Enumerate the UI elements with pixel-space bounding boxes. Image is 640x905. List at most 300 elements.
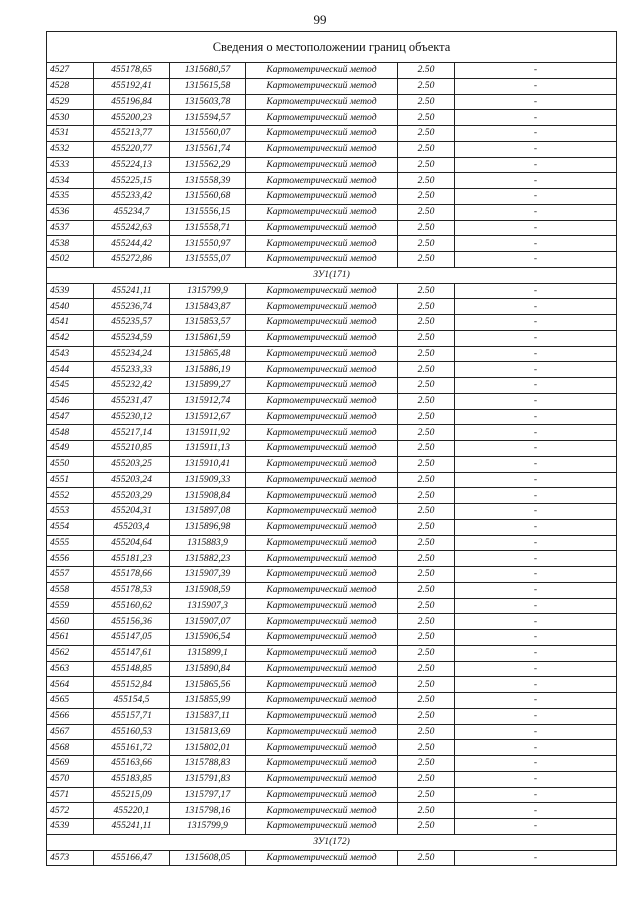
method-cell: Картометрический метод bbox=[246, 456, 398, 472]
accuracy-cell: 2.50 bbox=[398, 614, 455, 630]
table-row bbox=[47, 582, 617, 598]
point-number-cell: 4560 bbox=[47, 614, 94, 630]
method-cell: Картометрический метод bbox=[246, 110, 398, 126]
table-row bbox=[47, 94, 617, 110]
point-number-cell: 4543 bbox=[47, 346, 94, 362]
y-coordinate-cell: 1315558,71 bbox=[170, 220, 246, 236]
point-number-cell: 4563 bbox=[47, 661, 94, 677]
accuracy-cell: 2.50 bbox=[398, 189, 455, 205]
accuracy-cell: 2.50 bbox=[398, 362, 455, 378]
point-number-cell: 4562 bbox=[47, 645, 94, 661]
point-number-cell: 4554 bbox=[47, 519, 94, 535]
method-cell: Картометрический метод bbox=[246, 645, 398, 661]
y-coordinate-cell: 1315883,9 bbox=[170, 535, 246, 551]
accuracy-cell: 2.50 bbox=[398, 425, 455, 441]
point-number-cell: 4556 bbox=[47, 551, 94, 567]
x-coordinate-cell: 455178,65 bbox=[94, 63, 170, 79]
method-cell: Картометрический метод bbox=[246, 740, 398, 756]
accuracy-cell: 2.50 bbox=[398, 236, 455, 252]
description-cell: - bbox=[455, 126, 617, 142]
description-cell: - bbox=[455, 693, 617, 709]
description-cell: - bbox=[455, 708, 617, 724]
description-cell: - bbox=[455, 456, 617, 472]
accuracy-cell: 2.50 bbox=[398, 141, 455, 157]
x-coordinate-cell: 455241,11 bbox=[94, 819, 170, 835]
table-row bbox=[47, 693, 617, 709]
table-row bbox=[47, 126, 617, 142]
description-cell: - bbox=[455, 661, 617, 677]
description-cell: - bbox=[455, 441, 617, 457]
accuracy-cell: 2.50 bbox=[398, 677, 455, 693]
table-row bbox=[47, 283, 617, 299]
accuracy-cell: 2.50 bbox=[398, 456, 455, 472]
description-cell: - bbox=[455, 236, 617, 252]
table-row bbox=[47, 456, 617, 472]
y-coordinate-cell: 1315798,16 bbox=[170, 803, 246, 819]
method-cell: Картометрический метод bbox=[246, 567, 398, 583]
method-cell: Картометрический метод bbox=[246, 519, 398, 535]
description-cell: - bbox=[455, 472, 617, 488]
accuracy-cell: 2.50 bbox=[398, 110, 455, 126]
point-number-cell: 4532 bbox=[47, 141, 94, 157]
point-number-cell: 4538 bbox=[47, 236, 94, 252]
y-coordinate-cell: 1315896,98 bbox=[170, 519, 246, 535]
table-row bbox=[47, 409, 617, 425]
method-cell: Картометрический метод bbox=[246, 677, 398, 693]
x-coordinate-cell: 455225,15 bbox=[94, 173, 170, 189]
table-row bbox=[47, 504, 617, 520]
x-coordinate-cell: 455234,59 bbox=[94, 330, 170, 346]
point-number-cell: 4565 bbox=[47, 693, 94, 709]
x-coordinate-cell: 455233,33 bbox=[94, 362, 170, 378]
x-coordinate-cell: 455213,77 bbox=[94, 126, 170, 142]
table-row bbox=[47, 819, 617, 835]
method-cell: Картометрический метод bbox=[246, 630, 398, 646]
x-coordinate-cell: 455183,85 bbox=[94, 771, 170, 787]
y-coordinate-cell: 1315865,56 bbox=[170, 677, 246, 693]
table-row bbox=[47, 63, 617, 79]
table-body bbox=[47, 32, 617, 866]
accuracy-cell: 2.50 bbox=[398, 299, 455, 315]
table-row bbox=[47, 220, 617, 236]
x-coordinate-cell: 455203,25 bbox=[94, 456, 170, 472]
table-row bbox=[47, 630, 617, 646]
accuracy-cell: 2.50 bbox=[398, 850, 455, 866]
method-cell: Картометрический метод bbox=[246, 220, 398, 236]
x-coordinate-cell: 455178,66 bbox=[94, 567, 170, 583]
accuracy-cell: 2.50 bbox=[398, 393, 455, 409]
y-coordinate-cell: 1315865,48 bbox=[170, 346, 246, 362]
y-coordinate-cell: 1315899,27 bbox=[170, 378, 246, 394]
description-cell: - bbox=[455, 850, 617, 866]
y-coordinate-cell: 1315788,83 bbox=[170, 756, 246, 772]
point-number-cell: 4573 bbox=[47, 850, 94, 866]
description-cell: - bbox=[455, 94, 617, 110]
x-coordinate-cell: 455157,71 bbox=[94, 708, 170, 724]
table-row bbox=[47, 787, 617, 803]
y-coordinate-cell: 1315853,57 bbox=[170, 315, 246, 331]
point-number-cell: 4569 bbox=[47, 756, 94, 772]
method-cell: Картометрический метод bbox=[246, 850, 398, 866]
accuracy-cell: 2.50 bbox=[398, 661, 455, 677]
accuracy-cell: 2.50 bbox=[398, 535, 455, 551]
point-number-cell: 4502 bbox=[47, 252, 94, 268]
description-cell: - bbox=[455, 740, 617, 756]
table-row bbox=[47, 425, 617, 441]
method-cell: Картометрический метод bbox=[246, 504, 398, 520]
method-cell: Картометрический метод bbox=[246, 173, 398, 189]
method-cell: Картометрический метод bbox=[246, 378, 398, 394]
description-cell: - bbox=[455, 803, 617, 819]
point-number-cell: 4552 bbox=[47, 488, 94, 504]
table-row bbox=[47, 346, 617, 362]
method-cell: Картометрический метод bbox=[246, 724, 398, 740]
y-coordinate-cell: 1315797,17 bbox=[170, 787, 246, 803]
point-number-cell: 4534 bbox=[47, 173, 94, 189]
description-cell: - bbox=[455, 173, 617, 189]
x-coordinate-cell: 455196,84 bbox=[94, 94, 170, 110]
x-coordinate-cell: 455154,5 bbox=[94, 693, 170, 709]
y-coordinate-cell: 1315890,84 bbox=[170, 661, 246, 677]
x-coordinate-cell: 455204,64 bbox=[94, 535, 170, 551]
method-cell: Картометрический метод bbox=[246, 63, 398, 79]
point-number-cell: 4550 bbox=[47, 456, 94, 472]
description-cell: - bbox=[455, 771, 617, 787]
x-coordinate-cell: 455178,53 bbox=[94, 582, 170, 598]
x-coordinate-cell: 455234,24 bbox=[94, 346, 170, 362]
table-row bbox=[47, 393, 617, 409]
table-row bbox=[47, 661, 617, 677]
table-row bbox=[47, 724, 617, 740]
method-cell: Картометрический метод bbox=[246, 362, 398, 378]
description-cell: - bbox=[455, 362, 617, 378]
table-row bbox=[47, 614, 617, 630]
y-coordinate-cell: 1315802,01 bbox=[170, 740, 246, 756]
method-cell: Картометрический метод bbox=[246, 472, 398, 488]
accuracy-cell: 2.50 bbox=[398, 409, 455, 425]
x-coordinate-cell: 455272,86 bbox=[94, 252, 170, 268]
description-cell: - bbox=[455, 519, 617, 535]
accuracy-cell: 2.50 bbox=[398, 645, 455, 661]
y-coordinate-cell: 1315813,69 bbox=[170, 724, 246, 740]
method-cell: Картометрический метод bbox=[246, 346, 398, 362]
point-number-cell: 4571 bbox=[47, 787, 94, 803]
table-row bbox=[47, 708, 617, 724]
accuracy-cell: 2.50 bbox=[398, 819, 455, 835]
description-cell: - bbox=[455, 378, 617, 394]
point-number-cell: 4535 bbox=[47, 189, 94, 205]
table-row bbox=[47, 472, 617, 488]
accuracy-cell: 2.50 bbox=[398, 551, 455, 567]
x-coordinate-cell: 455244,42 bbox=[94, 236, 170, 252]
table-header-row bbox=[47, 32, 617, 63]
description-cell: - bbox=[455, 252, 617, 268]
x-coordinate-cell: 455235,57 bbox=[94, 315, 170, 331]
y-coordinate-cell: 1315882,23 bbox=[170, 551, 246, 567]
accuracy-cell: 2.50 bbox=[398, 157, 455, 173]
x-coordinate-cell: 455233,42 bbox=[94, 189, 170, 205]
page-number: 99 bbox=[313, 12, 327, 27]
point-number-cell: 4546 bbox=[47, 393, 94, 409]
description-cell: - bbox=[455, 409, 617, 425]
accuracy-cell: 2.50 bbox=[398, 378, 455, 394]
x-coordinate-cell: 455231,47 bbox=[94, 393, 170, 409]
accuracy-cell: 2.50 bbox=[398, 488, 455, 504]
point-number-cell: 4539 bbox=[47, 283, 94, 299]
method-cell: Картометрический метод bbox=[246, 819, 398, 835]
description-cell: - bbox=[455, 724, 617, 740]
point-number-cell: 4555 bbox=[47, 535, 94, 551]
point-number-cell: 4557 bbox=[47, 567, 94, 583]
method-cell: Картометрический метод bbox=[246, 330, 398, 346]
method-cell: Картометрический метод bbox=[246, 299, 398, 315]
description-cell: - bbox=[455, 299, 617, 315]
section-row bbox=[47, 834, 617, 850]
method-cell: Картометрический метод bbox=[246, 488, 398, 504]
boundary-table bbox=[46, 31, 617, 866]
table-row bbox=[47, 535, 617, 551]
x-coordinate-cell: 455220,77 bbox=[94, 141, 170, 157]
x-coordinate-cell: 455232,42 bbox=[94, 378, 170, 394]
x-coordinate-cell: 455200,23 bbox=[94, 110, 170, 126]
point-number-cell: 4533 bbox=[47, 157, 94, 173]
y-coordinate-cell: 1315837,11 bbox=[170, 708, 246, 724]
x-coordinate-cell: 455217,14 bbox=[94, 425, 170, 441]
description-cell: - bbox=[455, 819, 617, 835]
description-cell: - bbox=[455, 425, 617, 441]
description-cell: - bbox=[455, 567, 617, 583]
method-cell: Картометрический метод bbox=[246, 771, 398, 787]
table-row bbox=[47, 645, 617, 661]
y-coordinate-cell: 1315555,07 bbox=[170, 252, 246, 268]
point-number-cell: 4530 bbox=[47, 110, 94, 126]
section-label: ЗУ1(171) bbox=[47, 267, 617, 283]
y-coordinate-cell: 1315861,59 bbox=[170, 330, 246, 346]
y-coordinate-cell: 1315899,1 bbox=[170, 645, 246, 661]
point-number-cell: 4529 bbox=[47, 94, 94, 110]
table-row bbox=[47, 157, 617, 173]
description-cell: - bbox=[455, 756, 617, 772]
y-coordinate-cell: 1315907,07 bbox=[170, 614, 246, 630]
point-number-cell: 4548 bbox=[47, 425, 94, 441]
y-coordinate-cell: 1315911,92 bbox=[170, 425, 246, 441]
accuracy-cell: 2.50 bbox=[398, 582, 455, 598]
x-coordinate-cell: 455215,09 bbox=[94, 787, 170, 803]
accuracy-cell: 2.50 bbox=[398, 63, 455, 79]
table-row bbox=[47, 315, 617, 331]
table-row bbox=[47, 598, 617, 614]
table-row bbox=[47, 567, 617, 583]
point-number-cell: 4540 bbox=[47, 299, 94, 315]
point-number-cell: 4537 bbox=[47, 220, 94, 236]
method-cell: Картометрический метод bbox=[246, 441, 398, 457]
table-row bbox=[47, 236, 617, 252]
x-coordinate-cell: 455147,05 bbox=[94, 630, 170, 646]
table-row bbox=[47, 204, 617, 220]
accuracy-cell: 2.50 bbox=[398, 441, 455, 457]
description-cell: - bbox=[455, 63, 617, 79]
description-cell: - bbox=[455, 283, 617, 299]
table-row bbox=[47, 110, 617, 126]
y-coordinate-cell: 1315908,84 bbox=[170, 488, 246, 504]
accuracy-cell: 2.50 bbox=[398, 126, 455, 142]
x-coordinate-cell: 455224,13 bbox=[94, 157, 170, 173]
accuracy-cell: 2.50 bbox=[398, 756, 455, 772]
table-row bbox=[47, 378, 617, 394]
point-number-cell: 4567 bbox=[47, 724, 94, 740]
y-coordinate-cell: 1315886,19 bbox=[170, 362, 246, 378]
description-cell: - bbox=[455, 582, 617, 598]
y-coordinate-cell: 1315550,97 bbox=[170, 236, 246, 252]
x-coordinate-cell: 455203,29 bbox=[94, 488, 170, 504]
description-cell: - bbox=[455, 787, 617, 803]
y-coordinate-cell: 1315907,39 bbox=[170, 567, 246, 583]
x-coordinate-cell: 455152,84 bbox=[94, 677, 170, 693]
method-cell: Картометрический метод bbox=[246, 409, 398, 425]
accuracy-cell: 2.50 bbox=[398, 220, 455, 236]
table-row bbox=[47, 78, 617, 94]
table-row bbox=[47, 252, 617, 268]
y-coordinate-cell: 1315912,67 bbox=[170, 409, 246, 425]
point-number-cell: 4544 bbox=[47, 362, 94, 378]
description-cell: - bbox=[455, 157, 617, 173]
point-number-cell: 4572 bbox=[47, 803, 94, 819]
method-cell: Картометрический метод bbox=[246, 157, 398, 173]
accuracy-cell: 2.50 bbox=[398, 78, 455, 94]
description-cell: - bbox=[455, 504, 617, 520]
description-cell: - bbox=[455, 630, 617, 646]
table-row bbox=[47, 771, 617, 787]
y-coordinate-cell: 1315560,07 bbox=[170, 126, 246, 142]
description-cell: - bbox=[455, 488, 617, 504]
point-number-cell: 4531 bbox=[47, 126, 94, 142]
y-coordinate-cell: 1315907,3 bbox=[170, 598, 246, 614]
x-coordinate-cell: 455166,47 bbox=[94, 850, 170, 866]
method-cell: Картометрический метод bbox=[246, 803, 398, 819]
y-coordinate-cell: 1315791,83 bbox=[170, 771, 246, 787]
y-coordinate-cell: 1315912,74 bbox=[170, 393, 246, 409]
accuracy-cell: 2.50 bbox=[398, 346, 455, 362]
method-cell: Картометрический метод bbox=[246, 614, 398, 630]
accuracy-cell: 2.50 bbox=[398, 630, 455, 646]
y-coordinate-cell: 1315608,05 bbox=[170, 850, 246, 866]
x-coordinate-cell: 455161,72 bbox=[94, 740, 170, 756]
method-cell: Картометрический метод bbox=[246, 661, 398, 677]
y-coordinate-cell: 1315911,13 bbox=[170, 441, 246, 457]
table-row bbox=[47, 362, 617, 378]
y-coordinate-cell: 1315594,57 bbox=[170, 110, 246, 126]
x-coordinate-cell: 455156,36 bbox=[94, 614, 170, 630]
description-cell: - bbox=[455, 346, 617, 362]
method-cell: Картометрический метод bbox=[246, 393, 398, 409]
y-coordinate-cell: 1315680,57 bbox=[170, 63, 246, 79]
method-cell: Картометрический метод bbox=[246, 252, 398, 268]
point-number-cell: 4566 bbox=[47, 708, 94, 724]
table-header: Сведения о местоположении границ объекта bbox=[47, 32, 617, 63]
method-cell: Картометрический метод bbox=[246, 189, 398, 205]
accuracy-cell: 2.50 bbox=[398, 315, 455, 331]
y-coordinate-cell: 1315909,33 bbox=[170, 472, 246, 488]
method-cell: Картометрический метод bbox=[246, 425, 398, 441]
point-number-cell: 4559 bbox=[47, 598, 94, 614]
accuracy-cell: 2.50 bbox=[398, 771, 455, 787]
description-cell: - bbox=[455, 598, 617, 614]
x-coordinate-cell: 455230,12 bbox=[94, 409, 170, 425]
accuracy-cell: 2.50 bbox=[398, 803, 455, 819]
x-coordinate-cell: 455210,85 bbox=[94, 441, 170, 457]
table-row bbox=[47, 299, 617, 315]
x-coordinate-cell: 455241,11 bbox=[94, 283, 170, 299]
x-coordinate-cell: 455242,63 bbox=[94, 220, 170, 236]
point-number-cell: 4564 bbox=[47, 677, 94, 693]
accuracy-cell: 2.50 bbox=[398, 693, 455, 709]
description-cell: - bbox=[455, 141, 617, 157]
point-number-cell: 4570 bbox=[47, 771, 94, 787]
method-cell: Картометрический метод bbox=[246, 598, 398, 614]
accuracy-cell: 2.50 bbox=[398, 519, 455, 535]
point-number-cell: 4527 bbox=[47, 63, 94, 79]
x-coordinate-cell: 455192,41 bbox=[94, 78, 170, 94]
accuracy-cell: 2.50 bbox=[398, 740, 455, 756]
method-cell: Картометрический метод bbox=[246, 236, 398, 252]
y-coordinate-cell: 1315562,29 bbox=[170, 157, 246, 173]
accuracy-cell: 2.50 bbox=[398, 173, 455, 189]
table-row bbox=[47, 850, 617, 866]
description-cell: - bbox=[455, 535, 617, 551]
y-coordinate-cell: 1315556,15 bbox=[170, 204, 246, 220]
x-coordinate-cell: 455160,53 bbox=[94, 724, 170, 740]
description-cell: - bbox=[455, 645, 617, 661]
point-number-cell: 4547 bbox=[47, 409, 94, 425]
accuracy-cell: 2.50 bbox=[398, 598, 455, 614]
accuracy-cell: 2.50 bbox=[398, 504, 455, 520]
method-cell: Картометрический метод bbox=[246, 708, 398, 724]
table-row bbox=[47, 740, 617, 756]
table-row bbox=[47, 803, 617, 819]
point-number-cell: 4553 bbox=[47, 504, 94, 520]
x-coordinate-cell: 455203,24 bbox=[94, 472, 170, 488]
accuracy-cell: 2.50 bbox=[398, 724, 455, 740]
table-row bbox=[47, 551, 617, 567]
point-number-cell: 4558 bbox=[47, 582, 94, 598]
point-number-cell: 4545 bbox=[47, 378, 94, 394]
section-row bbox=[47, 267, 617, 283]
method-cell: Картометрический метод bbox=[246, 693, 398, 709]
y-coordinate-cell: 1315799,9 bbox=[170, 283, 246, 299]
y-coordinate-cell: 1315603,78 bbox=[170, 94, 246, 110]
description-cell: - bbox=[455, 204, 617, 220]
method-cell: Картометрический метод bbox=[246, 141, 398, 157]
method-cell: Картометрический метод bbox=[246, 283, 398, 299]
point-number-cell: 4542 bbox=[47, 330, 94, 346]
method-cell: Картометрический метод bbox=[246, 78, 398, 94]
accuracy-cell: 2.50 bbox=[398, 472, 455, 488]
x-coordinate-cell: 455236,74 bbox=[94, 299, 170, 315]
x-coordinate-cell: 455234,7 bbox=[94, 204, 170, 220]
y-coordinate-cell: 1315799,9 bbox=[170, 819, 246, 835]
table-row bbox=[47, 441, 617, 457]
table-row bbox=[47, 189, 617, 205]
y-coordinate-cell: 1315855,99 bbox=[170, 693, 246, 709]
section-label: ЗУ1(172) bbox=[47, 834, 617, 850]
method-cell: Картометрический метод bbox=[246, 94, 398, 110]
x-coordinate-cell: 455220,1 bbox=[94, 803, 170, 819]
table-row bbox=[47, 519, 617, 535]
description-cell: - bbox=[455, 315, 617, 331]
y-coordinate-cell: 1315560,68 bbox=[170, 189, 246, 205]
table-row bbox=[47, 173, 617, 189]
point-number-cell: 4549 bbox=[47, 441, 94, 457]
